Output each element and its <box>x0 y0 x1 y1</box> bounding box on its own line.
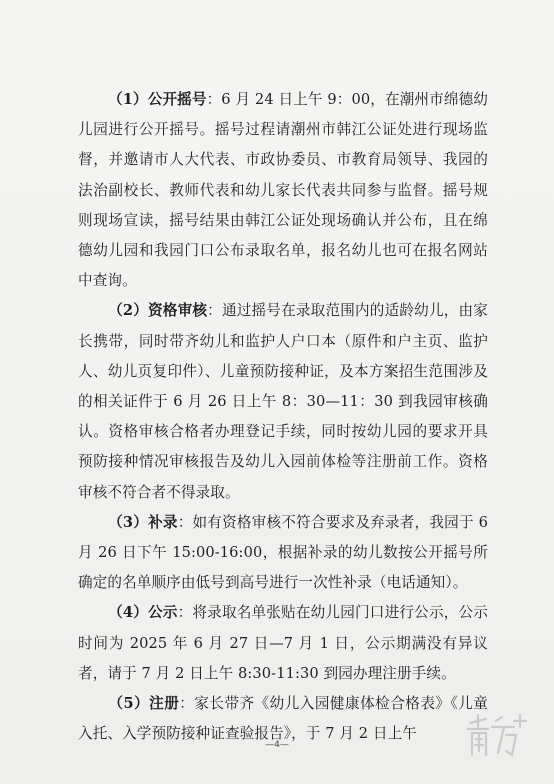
paragraph-heading: （3）补录 <box>108 513 178 531</box>
nanfang-plus-watermark-logo <box>462 705 532 765</box>
paragraph-text: ：6 月 24 日上午 9：00，在潮州市绵德幼儿园进行公开摇号。摇号过程请潮州市韩江公证处进行现场监督，并邀请市人大代表、市政协委员、市教育局领导、我园的法治副校长、教师代表和幼儿家长代表共同参与监督。摇号规则现场宣读，摇号结果由韩江公证处现场确认并公布，且在绵德幼儿园和我园门口公布录取名单，报名幼儿也可在报名网站中查询。 <box>78 91 488 290</box>
paragraph-text: ：如有资格审核不符合要求及弃录者，我园于 6 月 26 日下午 15:00-16:00，根据补录的幼儿数按公开摇号所确定的名单顺序由低号到高号进行一次性补录（电话通知）。 <box>78 513 488 592</box>
paragraph-public-notice <box>78 598 488 689</box>
paragraph-heading: （1）公开摇号 <box>108 91 207 108</box>
paragraph-text: ：家长带齐《幼儿入园健康体检合格表》《儿童入托、入学预防接种证查验报告》，于 7 月 2 日上午 <box>78 695 488 743</box>
paragraph-text: ：将录取名单张贴在幼儿园门口进行公示，公示时间为 2025 年 6 月 27 日—7 月 1 日，公示期满没有异议者，请于 7 月 2 日上午 8:30-11:30 到园办理注册手续。 <box>78 604 489 682</box>
paragraph-heading: （2）资格审核 <box>108 302 208 320</box>
document-body <box>78 85 488 749</box>
page-number: —4— <box>265 740 289 750</box>
paragraph-public-lottery <box>78 85 488 296</box>
paragraph-qualification-review <box>78 296 488 507</box>
paragraph-heading: （5）注册 <box>108 695 180 713</box>
paragraph-supplementary-admission <box>78 508 488 599</box>
paragraph-heading: （4）公示 <box>108 604 178 622</box>
paragraph-text: ：通过摇号在录取范围内的适龄幼儿，由家长携带，同时带齐幼儿和监护人户口本（原件和户主页、监护人、幼儿页复印件）、儿童预防接种证，及本方案招生范围涉及的相关证件于 6 月 26 日上午 8：30—11：30 到我园审核确认。资格审核合格者办理登记手续，同时按幼儿园的要求开具预防接种情况审核报告及幼儿入园前体检等注册前工作。资格审核不符合者不得录取。 <box>78 302 488 501</box>
